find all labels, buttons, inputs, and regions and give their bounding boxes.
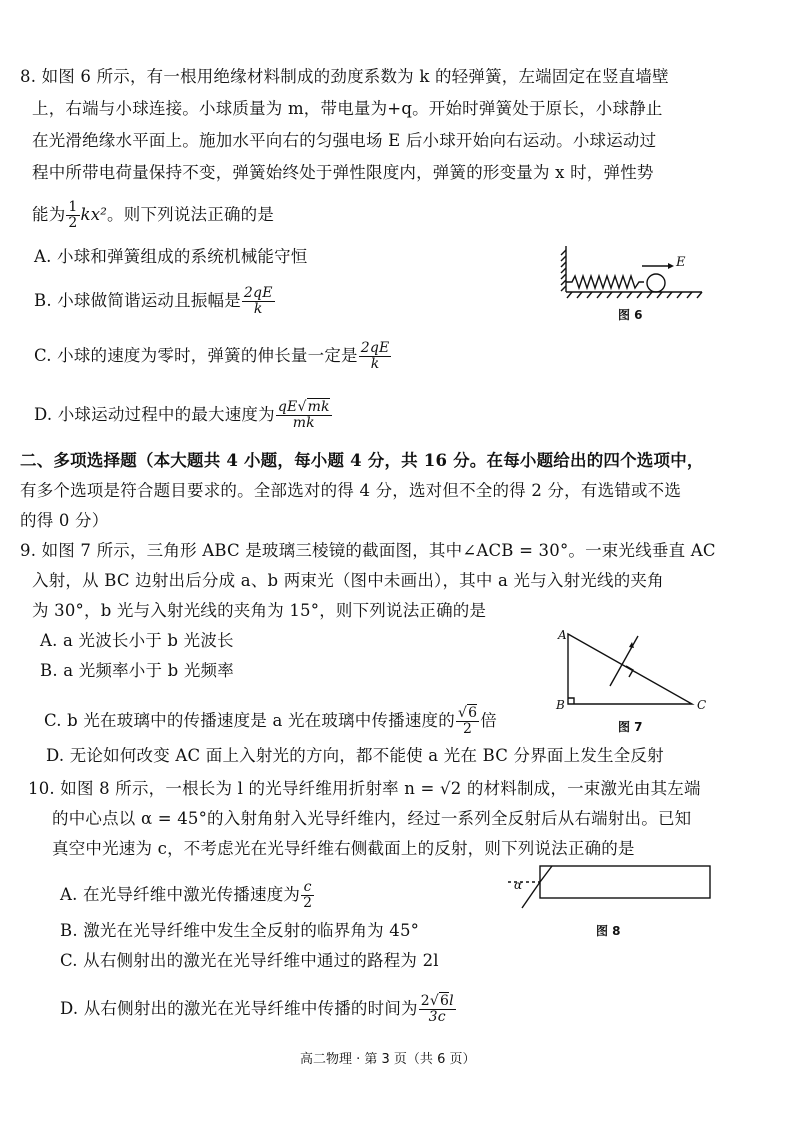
fig7-caption: 图 7 [618,720,643,734]
q8-option-c-num: 2qE [360,340,390,356]
q8-option-b-den: k [253,301,263,317]
q9-line-2: 入射，从 BC 边射出后分成 a、b 两束光（图中未画出），其中 a 光与入射光线的夹角 [32,571,664,590]
fig6-label-e: E [676,255,686,270]
q8-option-d [34,400,333,431]
fig7-right-angle-b [568,698,574,704]
q10-option-a-text: A. 在光导纤维中激光传播速度为 [60,885,301,904]
q8-option-c-text: C. 小球的速度为零时，弹簧的伸长量一定是 [34,346,358,365]
fig6-floor-hatch [567,292,702,298]
q8-half-num: 1 [68,199,78,215]
q10-option-d [60,994,457,1025]
q9-line-3: 为 30°，b 光与入射光线的夹角为 15°，则下列说法正确的是 [32,601,487,620]
fig6-ball [647,274,665,292]
q8-option-b-fraction [242,286,275,317]
q10-option-c: C. 从右侧射出的激光在光导纤维中通过的路程为 2l [60,951,439,970]
fig7-label-b: B [556,698,566,712]
q9-option-d: D. 无论如何改变 AC 面上入射光的方向，都不能使 a 光在 BC 分界面上发生全反射 [46,746,664,765]
q10-option-d-fraction [419,994,456,1025]
q8-option-d-den: mk [292,415,315,431]
q8-option-d-num-sqrt: mk [307,399,330,415]
q10-line-2: 的中心点以 α = 45°的入射角射入光导纤维内，经过一系列全反射后从右端射出。已知 [52,809,692,828]
section-2-header-line-2: 有多个选项是符合题目要求的。全部选对的得 4 分，选对但不全的得 2 分，有选错或不选 [20,481,682,500]
fig8-incident-ray [522,882,540,908]
q8-option-c-fraction [359,341,392,372]
q8-option-d-num: qE√mk [277,399,330,415]
q10-option-d-num-sqrt: 6 [439,993,450,1009]
q8-line-2: 上，右端与小球连接。小球质量为 m，带电量为+q。开始时弹簧处于原长，小球静止 [32,99,663,118]
q8-option-d-text: D. 小球运动过程中的最大速度为 [34,405,275,424]
q9-option-c-fraction [456,706,479,737]
figure-6-spring-diagram [560,242,710,302]
fig7-label-a: A [558,628,567,642]
fig8-fiber [540,866,710,898]
q8-option-d-fraction [276,400,332,431]
q9-option-c [44,706,497,737]
section-2-header-line-1: 二、多项选择题（本大题共 4 小题，每小题 4 分，共 16 分。在每小题给出的四个选项中， [20,451,704,470]
q8-option-c-den: k [370,356,380,372]
q10-option-d-num: 2√6l [420,993,454,1009]
page-footer: 高二物理 · 第 3 页（共 6 页） [300,1052,476,1067]
q10-option-d-text: D. 从右侧射出的激光在光导纤维中传播的时间为 [60,999,418,1018]
q9-option-a: A. a 光波长小于 b 光波长 [40,631,234,650]
q9-option-c-text: C. b 光在玻璃中的传播速度是 a 光在玻璃中传播速度的 [44,711,455,730]
q8-option-a: A. 小球和弹簧组成的系统机械能守恒 [34,247,308,266]
q8-line-5 [32,200,274,231]
q8-half-fraction [66,200,79,231]
q10-line-1: 10. 如图 8 所示，一根长为 l 的光导纤维用折射率 n = √2 的材料制成，一束激光由其左端 [28,779,701,798]
fig8-refracted-ray [540,866,552,882]
q8-option-b-num: 2qE [243,285,273,301]
fig6-spring [566,276,644,288]
fig7-label-c: C [697,698,707,712]
q8-line-4: 程中所带电荷量保持不变，弹簧始终处于弹性限度内，弹簧的形变量为 x 时，弹性势 [32,163,654,182]
q8-option-d-num-qe: qE [277,399,298,415]
figure-8-fiber-diagram [500,862,720,912]
q8-option-b [34,286,276,317]
q10-option-d-num-l: l [449,993,454,1009]
q9-option-c-num: √6 [457,705,478,721]
q8-line-5-suffix: 。则下列说法正确的是 [107,205,275,224]
q8-line-1: 8. 如图 6 所示，有一根用绝缘材料制成的劲度系数为 k 的轻弹簧，左端固定在竖直墙壁 [20,67,669,86]
q10-option-b: B. 激光在光导纤维中发生全反射的临界角为 45° [60,921,420,940]
q10-option-a-fraction [301,880,314,911]
q8-half-den: 2 [68,215,78,231]
q10-option-a [60,880,315,911]
q9-option-c-den: 2 [463,721,473,737]
q9-option-c-suffix: 倍 [480,711,497,730]
q9-option-b: B. a 光频率小于 b 光频率 [40,661,234,680]
fig6-wall-hatch [561,250,566,291]
q10-line-3: 真空中光速为 c，不考虑光在光导纤维右侧截面上的反射，则下列说法正确的是 [52,839,635,858]
q8-line-5-prefix: 能为 [32,205,66,224]
q10-option-a-num: c [301,880,314,896]
fig6-arrowhead [668,263,674,269]
q8-option-c [34,341,392,372]
fig7-incident-ray [610,636,638,686]
section-2-header-line-3: 的得 0 分） [20,511,109,530]
q8-kx2: kx² [80,205,108,224]
q10-option-d-num-coef: 2 [420,993,430,1009]
fig8-caption: 图 8 [596,924,621,938]
q9-option-c-num-sqrt: 6 [468,705,478,721]
fig6-caption: 图 6 [618,308,643,322]
fig8-label-alpha: α [514,878,523,892]
figure-7-prism-diagram [560,628,710,713]
q8-option-b-text: B. 小球做简谐运动且振幅是 [34,291,241,310]
q9-line-1: 9. 如图 7 所示，三角形 ABC 是玻璃三棱镜的截面图，其中∠ACB = 30°。一束光线垂直 AC [20,541,716,560]
q8-line-3: 在光滑绝缘水平面上。施加水平向右的匀强电场 E 后小球开始向右运动。小球运动过 [32,131,657,150]
q10-option-a-den: 2 [303,895,313,911]
q10-option-d-den: 3c [428,1009,446,1025]
